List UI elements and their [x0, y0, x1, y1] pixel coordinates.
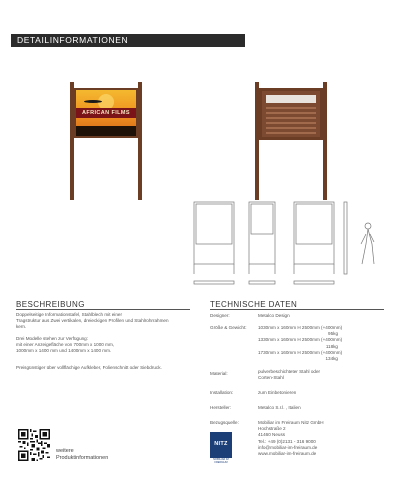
- poster-ground: [76, 126, 136, 136]
- spec-value: pulverbeschichteter Stahl oder Corten-Stahl: [258, 369, 321, 381]
- spec-label: Hersteller:: [210, 405, 231, 410]
- spec-value: zum Einbetonieren: [258, 390, 297, 395]
- section-title-beschreibung: BESCHREIBUNG: [16, 300, 85, 309]
- poster-image: [76, 90, 136, 136]
- product-photo-poster-stand: [70, 82, 142, 200]
- section-title-technische-daten: TECHNISCHE DATEN: [210, 300, 298, 309]
- poster-title: AFRICAN FILMS: [82, 110, 130, 116]
- description-paragraph: [16, 336, 114, 355]
- text-line: Preisgünstiger über vollflächige Aufkleber, Folienschnitt oder Siebdruck.: [16, 365, 162, 370]
- spec-value: 1030mm x 160mm H 2500mm (+400mm) 95kg 1330mm x 160mm H 2500mm (+400mm) 118kg 1730mm x 160mm H 2500mm (+400mm) 134kg: [258, 325, 343, 362]
- spec-value: Metalco Design: [258, 313, 290, 318]
- text-line: mit einer Anzeigefläche von 700mm x 1000 mm,: [16, 342, 115, 348]
- section-divider: [16, 309, 190, 310]
- website-link[interactable]: www.mobiliar-im-freiraum.de: [258, 451, 317, 457]
- stand-post: [323, 82, 327, 200]
- text-line: kern.: [16, 324, 27, 330]
- spec-label: Designer:: [210, 313, 230, 318]
- page-title: DETAILINFORMATIONEN: [11, 34, 245, 47]
- section-divider: [210, 309, 384, 310]
- nitz-logo: NITZ: [210, 432, 232, 458]
- poster-tree: [84, 100, 102, 103]
- description-paragraph: [16, 312, 169, 331]
- technical-drawings: [186, 198, 386, 293]
- nitz-logo-subtitle: MOBILIAR IM FREIRAUM: [213, 458, 229, 464]
- spec-value: Mobiliar im Freiraum Nitz GmbH Hochstraße 2 41460 Neuss Tel.: +49 (0)2131 - 316 9000 info@mobiliar-im-freiraum.de www.mobiliar-im-freiraum.de: [258, 420, 324, 457]
- spec-label: Bezugsquelle:: [210, 420, 239, 425]
- display-panel: [259, 88, 323, 140]
- display-panel: [74, 88, 138, 138]
- text-line: Doppelseitige Informationstafel, Stahlblech mit einer: [16, 312, 122, 317]
- text-line: Tragstruktur aus Zwei vertikalen, dreieckigen Profilen und Stahlrohrrahmen: [16, 318, 169, 324]
- text-line: 1000mm x 1400 mm und 1400mm x 1400 mm.: [16, 348, 112, 354]
- email-link[interactable]: info@mobiliar-im-freiraum.de: [258, 444, 318, 450]
- qr-code-icon[interactable]: [18, 429, 50, 461]
- text-line: Drei Modelle stehen zur Verfügung:: [16, 336, 89, 341]
- description-paragraph: [16, 365, 162, 371]
- spec-label: Größe & Gewicht:: [210, 325, 247, 330]
- panel-header-plate: [266, 95, 316, 103]
- spec-label: Material:: [210, 371, 228, 376]
- spec-label: Installation:: [210, 390, 234, 395]
- qr-caption: weitere Produktinformationen: [56, 448, 109, 461]
- product-photo-info-board: [255, 82, 327, 200]
- stand-post: [138, 82, 142, 200]
- spec-value: Metalco S.r.l. , Italien: [258, 405, 301, 410]
